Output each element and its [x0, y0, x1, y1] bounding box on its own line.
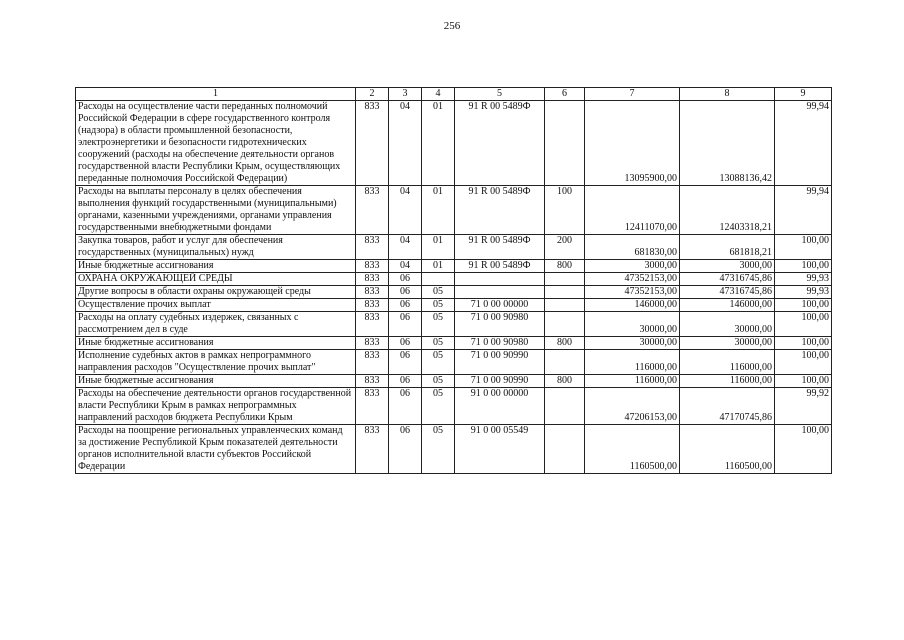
expense-type-cell: [545, 101, 585, 186]
table-row: [76, 312, 832, 337]
table-row: [76, 186, 832, 235]
execution-percent-cell: 99,93: [775, 273, 832, 286]
row-name-cell: Иные бюджетные ассигнования: [76, 375, 356, 388]
section-code-cell: 04: [389, 260, 422, 273]
grbs-code-cell: 833: [356, 350, 389, 375]
planned-amount-cell: 12411070,00: [585, 186, 680, 235]
subsection-code-cell: 05: [422, 337, 455, 350]
target-article-cell: 71 0 00 90990: [455, 350, 545, 375]
section-code-cell: 06: [389, 299, 422, 312]
expense-type-cell: 800: [545, 337, 585, 350]
section-code-cell: 06: [389, 375, 422, 388]
execution-percent-cell: 100,00: [775, 312, 832, 337]
target-article-cell: 91 R 00 5489Ф: [455, 235, 545, 260]
execution-percent-cell: 100,00: [775, 299, 832, 312]
subsection-code-cell: 05: [422, 375, 455, 388]
grbs-code-cell: 833: [356, 299, 389, 312]
row-name-cell: Закупка товаров, работ и услуг для обеспечения государственных (муниципальных) нужд: [76, 235, 356, 260]
grbs-code-cell: 833: [356, 388, 389, 425]
planned-amount-cell: 30000,00: [585, 337, 680, 350]
row-name-cell: Расходы на поощрение региональных управленческих команд за достижение Республикой Крым показателей деятельности органов исполнительной власти субъектов Российской Федерации: [76, 425, 356, 474]
table-row: [76, 260, 832, 273]
table-row: [76, 273, 832, 286]
planned-amount-cell: 13095900,00: [585, 101, 680, 186]
actual-amount-cell: 116000,00: [680, 350, 775, 375]
row-name-cell: Иные бюджетные ассигнования: [76, 337, 356, 350]
planned-amount-cell: 47352153,00: [585, 273, 680, 286]
target-article-cell: [455, 273, 545, 286]
section-code-cell: 06: [389, 350, 422, 375]
subsection-code-cell: 05: [422, 350, 455, 375]
execution-percent-cell: 99,92: [775, 388, 832, 425]
table-row: [76, 350, 832, 375]
section-code-cell: 06: [389, 273, 422, 286]
column-header: 4: [422, 88, 455, 101]
subsection-code-cell: 05: [422, 299, 455, 312]
actual-amount-cell: 146000,00: [680, 299, 775, 312]
execution-percent-cell: 100,00: [775, 375, 832, 388]
column-header: 6: [545, 88, 585, 101]
section-code-cell: 06: [389, 388, 422, 425]
subsection-code-cell: 05: [422, 425, 455, 474]
expense-type-cell: 200: [545, 235, 585, 260]
row-name-cell: Расходы на осуществление части переданных полномочий Российской Федерации в сфере государственного контроля (надзора) в области промышленной безопасности, электроэнергетики и безопасности гидротехнических сооружений (расходы на обеспечение деятельности органов государственной власти Республики Крым, осуществляющих переданные полномочия Российской Федерации): [76, 101, 356, 186]
expense-type-cell: [545, 388, 585, 425]
subsection-code-cell: 01: [422, 260, 455, 273]
grbs-code-cell: 833: [356, 425, 389, 474]
planned-amount-cell: 47206153,00: [585, 388, 680, 425]
planned-amount-cell: 3000,00: [585, 260, 680, 273]
subsection-code-cell: 01: [422, 101, 455, 186]
table-row: [76, 286, 832, 299]
table-row: [76, 425, 832, 474]
grbs-code-cell: 833: [356, 375, 389, 388]
subsection-code-cell: 01: [422, 235, 455, 260]
actual-amount-cell: 47316745,86: [680, 273, 775, 286]
column-header: 9: [775, 88, 832, 101]
target-article-cell: 71 0 00 00000: [455, 299, 545, 312]
column-header: 2: [356, 88, 389, 101]
table-row: [76, 101, 832, 186]
grbs-code-cell: 833: [356, 101, 389, 186]
target-article-cell: 71 0 00 90990: [455, 375, 545, 388]
actual-amount-cell: 3000,00: [680, 260, 775, 273]
planned-amount-cell: 30000,00: [585, 312, 680, 337]
subsection-code-cell: 01: [422, 186, 455, 235]
target-article-cell: 91 R 00 5489Ф: [455, 101, 545, 186]
section-code-cell: 06: [389, 337, 422, 350]
grbs-code-cell: 833: [356, 312, 389, 337]
actual-amount-cell: 30000,00: [680, 312, 775, 337]
execution-percent-cell: 99,94: [775, 101, 832, 186]
table-row: [76, 235, 832, 260]
expense-type-cell: [545, 299, 585, 312]
grbs-code-cell: 833: [356, 337, 389, 350]
actual-amount-cell: 13088136,42: [680, 101, 775, 186]
execution-percent-cell: 100,00: [775, 350, 832, 375]
target-article-cell: 71 0 00 90980: [455, 337, 545, 350]
row-name-cell: Расходы на обеспечение деятельности органов государственной власти Республики Крым в рамках непрограммных направлений расходов бюджета Республики Крым: [76, 388, 356, 425]
section-code-cell: 06: [389, 286, 422, 299]
actual-amount-cell: 47316745,86: [680, 286, 775, 299]
expense-type-cell: 800: [545, 260, 585, 273]
header-row: [76, 88, 832, 101]
execution-percent-cell: 100,00: [775, 235, 832, 260]
planned-amount-cell: 146000,00: [585, 299, 680, 312]
expense-type-cell: 100: [545, 186, 585, 235]
expense-type-cell: [545, 425, 585, 474]
grbs-code-cell: 833: [356, 273, 389, 286]
column-header: 3: [389, 88, 422, 101]
table-row: [76, 375, 832, 388]
subsection-code-cell: 05: [422, 312, 455, 337]
planned-amount-cell: 116000,00: [585, 350, 680, 375]
target-article-cell: 91 0 00 05549: [455, 425, 545, 474]
execution-percent-cell: 100,00: [775, 425, 832, 474]
actual-amount-cell: 1160500,00: [680, 425, 775, 474]
target-article-cell: [455, 286, 545, 299]
grbs-code-cell: 833: [356, 186, 389, 235]
section-code-cell: 06: [389, 425, 422, 474]
actual-amount-cell: 116000,00: [680, 375, 775, 388]
expense-type-cell: [545, 273, 585, 286]
row-name-cell: Другие вопросы в области охраны окружающей среды: [76, 286, 356, 299]
actual-amount-cell: 12403318,21: [680, 186, 775, 235]
row-name-cell: Осуществление прочих выплат: [76, 299, 356, 312]
planned-amount-cell: 47352153,00: [585, 286, 680, 299]
page-number: 256: [443, 20, 461, 32]
expense-type-cell: 800: [545, 375, 585, 388]
row-name-cell: ОХРАНА ОКРУЖАЮЩЕЙ СРЕДЫ: [76, 273, 356, 286]
column-header: 1: [76, 88, 356, 101]
table-row: [76, 299, 832, 312]
expense-type-cell: [545, 286, 585, 299]
expense-type-cell: [545, 350, 585, 375]
section-code-cell: 06: [389, 312, 422, 337]
table-row: [76, 388, 832, 425]
table-row: [76, 337, 832, 350]
actual-amount-cell: 47170745,86: [680, 388, 775, 425]
row-name-cell: Исполнение судебных актов в рамках непрограммного направления расходов "Осуществление прочих выплат": [76, 350, 356, 375]
actual-amount-cell: 30000,00: [680, 337, 775, 350]
target-article-cell: 71 0 00 90980: [455, 312, 545, 337]
execution-percent-cell: 99,94: [775, 186, 832, 235]
subsection-code-cell: [422, 273, 455, 286]
row-name-cell: Расходы на оплату судебных издержек, связанных с рассмотрением дел в суде: [76, 312, 356, 337]
column-header: 8: [680, 88, 775, 101]
grbs-code-cell: 833: [356, 260, 389, 273]
execution-percent-cell: 99,93: [775, 286, 832, 299]
row-name-cell: Расходы на выплаты персоналу в целях обеспечения выполнения функций государственными (муниципальными) органами, казенными учреждениями, органами управления государственными внебюджетными фондами: [76, 186, 356, 235]
subsection-code-cell: 05: [422, 388, 455, 425]
budget-table: [75, 87, 832, 474]
execution-percent-cell: 100,00: [775, 337, 832, 350]
section-code-cell: 04: [389, 235, 422, 260]
section-code-cell: 04: [389, 186, 422, 235]
row-name-cell: Иные бюджетные ассигнования: [76, 260, 356, 273]
target-article-cell: 91 R 00 5489Ф: [455, 186, 545, 235]
planned-amount-cell: 681830,00: [585, 235, 680, 260]
actual-amount-cell: 681818,21: [680, 235, 775, 260]
expense-type-cell: [545, 312, 585, 337]
section-code-cell: 04: [389, 101, 422, 186]
planned-amount-cell: 116000,00: [585, 375, 680, 388]
execution-percent-cell: 100,00: [775, 260, 832, 273]
subsection-code-cell: 05: [422, 286, 455, 299]
grbs-code-cell: 833: [356, 235, 389, 260]
planned-amount-cell: 1160500,00: [585, 425, 680, 474]
target-article-cell: 91 R 00 5489Ф: [455, 260, 545, 273]
grbs-code-cell: 833: [356, 286, 389, 299]
target-article-cell: 91 0 00 00000: [455, 388, 545, 425]
column-header: 7: [585, 88, 680, 101]
column-header: 5: [455, 88, 545, 101]
